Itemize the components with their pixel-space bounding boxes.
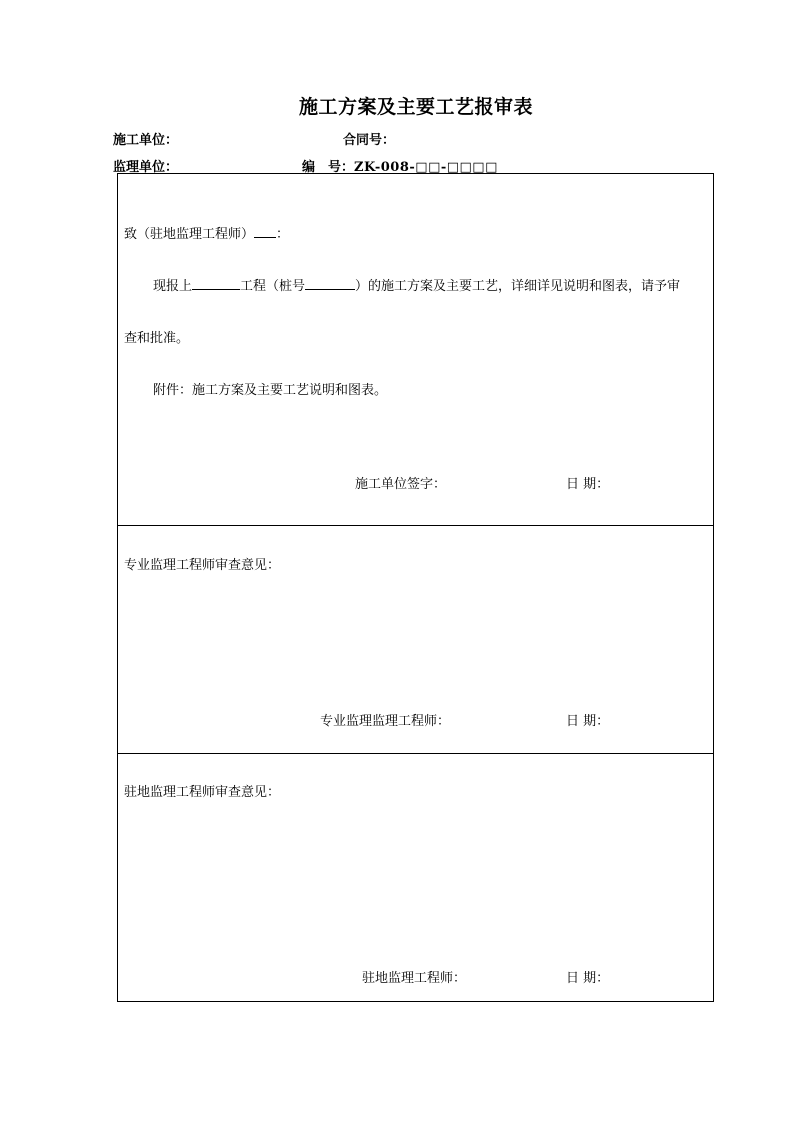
contract-no-label: 合同号： <box>343 133 396 148</box>
submission-line-1 <box>153 275 680 294</box>
specialist-opinion-label: 专业监理工程师审查意见： <box>124 558 281 573</box>
attachment-line: 附件：施工方案及主要工艺说明和图表。 <box>153 383 388 398</box>
form-number-label: 编 号： <box>302 160 355 175</box>
resident-opinion-label: 驻地监理工程师审查意见： <box>124 785 281 800</box>
resident-signature-label: 驻地监理工程师： <box>362 971 467 986</box>
contractor-label: 施工单位： <box>113 133 179 148</box>
chainage-blank[interactable] <box>305 277 355 290</box>
addressee-line <box>124 223 289 242</box>
specialist-date-label: 日 期： <box>566 714 610 729</box>
submission-text-b: 工程（桩号 <box>240 279 306 294</box>
resident-review-section <box>118 754 713 1002</box>
project-name-blank[interactable] <box>192 277 240 290</box>
submission-text-a: 现报上 <box>153 279 193 294</box>
submission-text-c: ）的施工方案及主要工艺，详细详见说明和图表，请予审 <box>355 279 681 294</box>
submission-line-2: 查和批准。 <box>124 331 190 346</box>
addressee-suffix: ： <box>276 227 290 242</box>
specialist-signature-label: 专业监理监理工程师： <box>320 714 451 729</box>
addressee-prefix: 致（驻地监理工程师） <box>124 227 255 242</box>
form-title: 施工方案及主要工艺报审表 <box>298 96 533 118</box>
contractor-date-label: 日 期： <box>566 477 610 492</box>
form-number-value: ZK-008-□□-□□□□ <box>354 160 498 175</box>
approval-form-table <box>117 173 714 1002</box>
addressee-blank[interactable] <box>254 225 276 238</box>
supervisor-label: 监理单位： <box>113 160 179 175</box>
resident-date-label: 日 期： <box>566 971 610 986</box>
specialist-review-section <box>118 526 713 754</box>
contractor-signature-label: 施工单位签字： <box>355 477 447 492</box>
contractor-submission-section <box>118 174 713 526</box>
